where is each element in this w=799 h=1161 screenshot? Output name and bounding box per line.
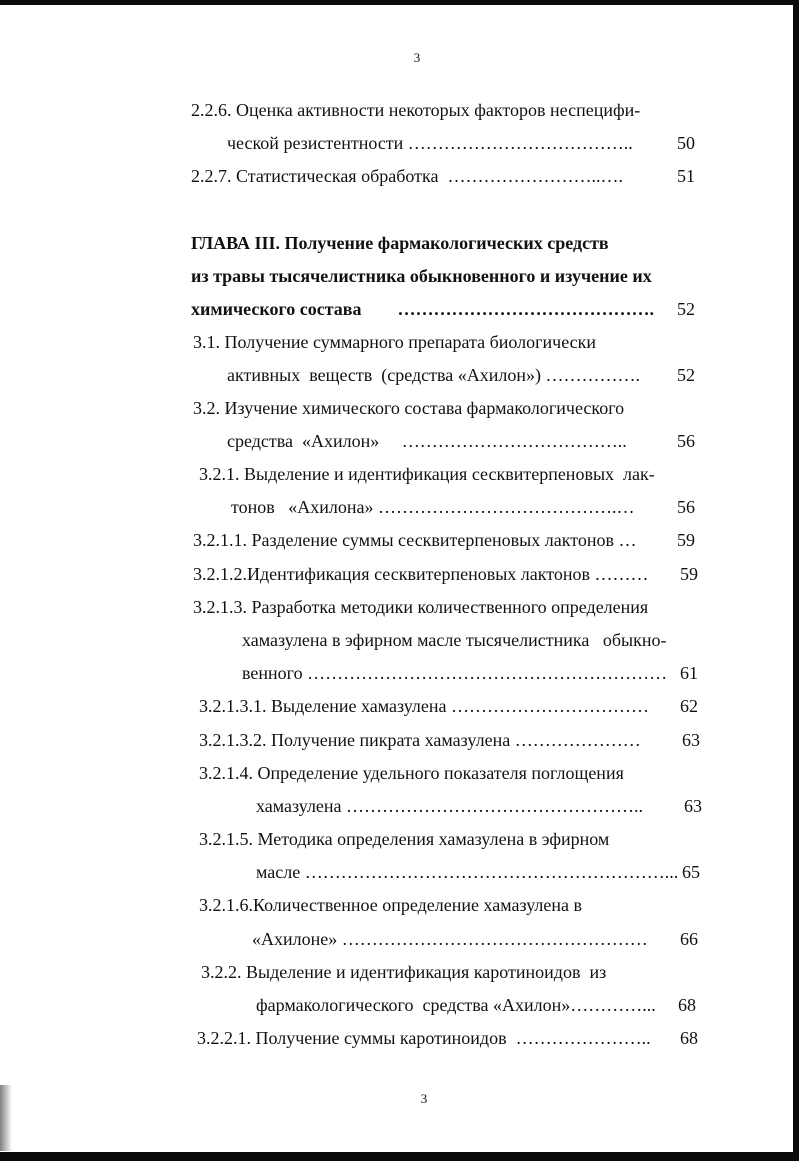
toc-entry-3-2-1-3-line-2: хамазулена в эфирном масле тысячелистника обыкно- [242,630,667,650]
scan-artifact [0,1085,12,1151]
toc-entry-3-2-1-3-1-page: 62 [680,696,698,716]
scan-border-top [0,0,799,5]
toc-entry-3-2-1-6-page: 66 [680,929,698,949]
toc-entry-3-2-line-1: 3.2. Изучение химического состава фармакологического [193,398,625,418]
toc-entry-3-2-1-4-page: 63 [684,796,702,816]
toc-entry-3-2-1-3-2-page: 63 [682,730,700,750]
toc-entry-2-2-7-line-1: 2.2.7. Статистическая обработка ……………………..…. [191,166,623,186]
toc-entry-3-2-1-4-line-2: хамазулена ………………………………………….. [256,796,644,816]
toc-entry-3-2-2-1-line-1: 3.2.2.1. Получение суммы каротиноидов ………………….. [197,1028,651,1048]
toc-entry-2-2-7-page: 51 [677,166,695,186]
toc-entry-3-2-1-3-1-line-1: 3.2.1.3.1. Выделение хамазулена …………………………… [199,696,650,716]
page-number-bottom: 3 [420,1091,428,1106]
toc-entry-3-2-1-line-2: тонов «Ахилона» ………………………………….… [231,497,635,517]
toc-entry-3-1-page: 52 [677,365,695,385]
toc-entry-3-2-1-3-2-line-1: 3.2.1.3.2. Получение пикрата хамазулена ………………… [199,730,641,750]
toc-entry-3-2-1-3-page: 61 [680,663,698,683]
toc-entry-3-2-2-page: 68 [678,995,696,1015]
toc-entry-3-2-page: 56 [677,431,695,451]
toc-chapter-3-page: 52 [677,299,695,319]
toc-entry-3-2-1-4-line-1: 3.2.1.4. Определение удельного показателя поглощения [199,763,624,783]
toc-entry-3-2-line-2: средства «Ахилон» ……………………………….. [227,431,627,451]
toc-entry-3-1-line-1: 3.1. Получение суммарного препарата биологически [193,332,597,352]
toc-entry-3-2-1-5-page: 65 [682,862,700,882]
toc-entry-2-2-6-line-1: 2.2.6. Оценка активности некоторых факторов неспецифи- [191,100,641,120]
toc-entry-3-1-line-2: активных веществ (средства «Ахилон») ……………. [227,365,640,385]
toc-entry-3-2-1-2-line-1: 3.2.1.2.Идентификация сесквитерпеновых лактонов ……… [193,564,649,584]
toc-chapter-3-line-1: ГЛАВА III. Получение фармакологических средств [191,233,609,253]
toc-entry-3-2-1-2-page: 59 [680,564,698,584]
toc-entry-3-2-1-3-line-3: венного …………………………………………………… [242,663,668,683]
toc-chapter-3-line-3: химического состава ……………………………………. [191,299,654,319]
toc-entry-3-2-1-5-line-1: 3.2.1.5. Методика определения хамазулена в эфирном [199,829,610,849]
toc-entry-2-2-6-line-2: ческой резистентности ……………………………….. [227,133,633,153]
toc-entry-3-2-1-page: 56 [677,497,695,517]
toc-entry-3-2-1-6-line-1: 3.2.1.6.Количественное определение хамазулена в [199,895,582,915]
toc-entry-3-2-1-6-line-2: «Ахилоне» …………………………………………… [252,929,648,949]
toc-entry-2-2-6-page: 50 [677,133,695,153]
toc-entry-3-2-1-1-line-1: 3.2.1.1. Разделение суммы сесквитерпеновых лактонов … [193,530,637,550]
toc-entry-3-2-2-1-page: 68 [680,1028,698,1048]
scan-border-bottom [0,1152,799,1161]
toc-entry-3-2-1-1-page: 59 [677,530,695,550]
toc-entry-3-2-2-line-2: фармакологического средства «Ахилон»…………... [256,995,656,1015]
toc-entry-3-2-1-3-line-1: 3.2.1.3. Разработка методики количественного определения [193,597,649,617]
toc-entry-3-2-1-line-1: 3.2.1. Выделение и идентификация сесквитерпеновых лак- [199,464,655,484]
toc-chapter-3-line-2: из травы тысячелистника обыкновенного и изучение их [191,266,652,286]
page-number-top: 3 [413,50,421,65]
scan-border-right [793,0,799,1161]
toc-entry-3-2-2-line-1: 3.2.2. Выделение и идентификация каротиноидов из [201,962,607,982]
toc-entry-3-2-1-5-line-2: масле ……………………………………………………... [256,862,679,882]
